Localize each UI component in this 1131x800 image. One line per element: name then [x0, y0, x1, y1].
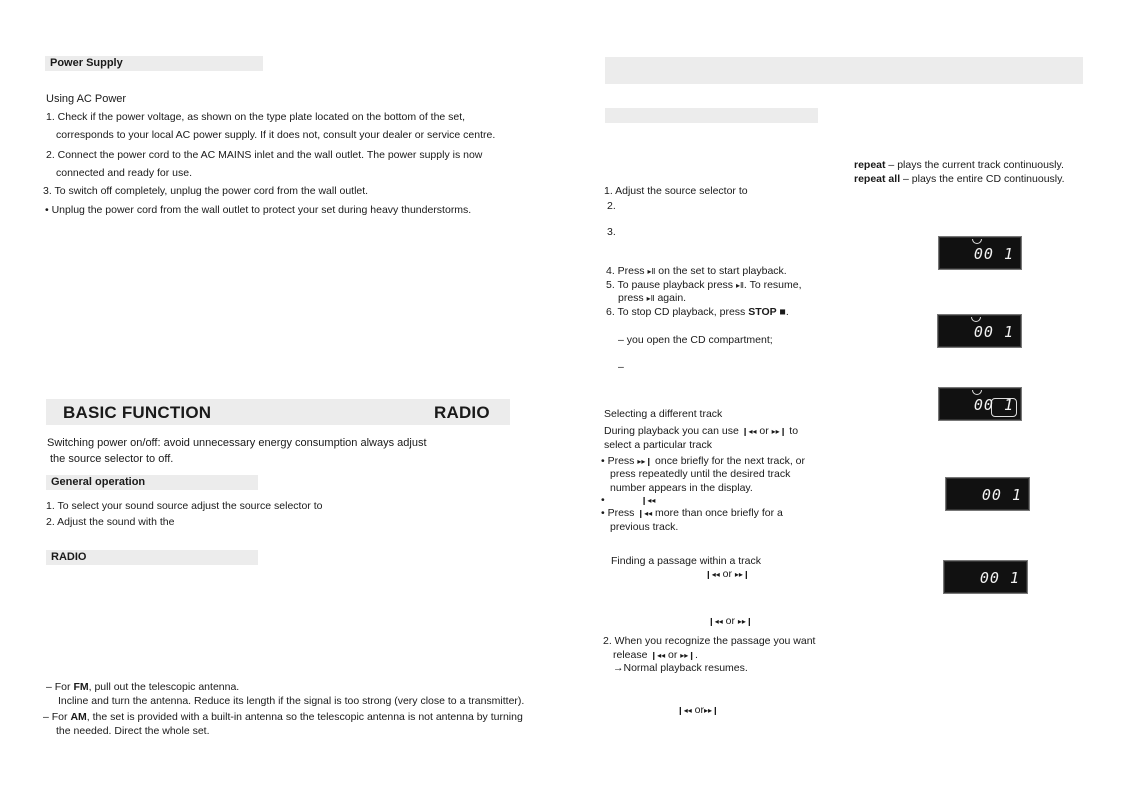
- basic-function-title-right: RADIO: [434, 403, 490, 422]
- step-1: 1. Adjust the source selector to: [604, 185, 748, 197]
- repeat-all-text: – plays the entire CD continuously.: [900, 173, 1065, 185]
- display-track-number: 00 1: [973, 323, 1014, 341]
- step-6-text-b: ■.: [776, 306, 789, 318]
- disc-indicator-icon: [972, 390, 982, 395]
- step-5-text-b: . To resume,: [743, 279, 802, 291]
- repeat-line: [854, 159, 1064, 171]
- next-icon: ▸▸❙: [704, 706, 719, 715]
- finding-step-2: 2. When you recognize the passage you want: [603, 635, 816, 647]
- display-track-number: 00 1: [981, 486, 1022, 504]
- finding-or-1: or: [719, 568, 735, 580]
- select-line-7: [601, 507, 783, 519]
- am-prefix: – For: [43, 711, 71, 723]
- step-6: [606, 306, 789, 318]
- select-line-6: [601, 494, 655, 506]
- step-5-text-a: 5. To pause playback press: [606, 279, 736, 291]
- fm-line-1: [46, 681, 239, 693]
- step-3: 3.: [607, 226, 616, 238]
- display-track-number: 00 1: [973, 396, 1014, 414]
- select-line-8: previous track.: [610, 521, 679, 533]
- repeat-label: repeat: [854, 159, 886, 171]
- general-operation-header: General operation: [51, 476, 146, 488]
- step-2: 2.: [607, 200, 616, 212]
- disc-indicator-icon: [972, 239, 982, 244]
- play-pause-icon: ▸Ⅱ: [735, 281, 744, 290]
- previous-icon: ❙◂◂: [650, 651, 666, 660]
- finding-or-3: or: [691, 704, 704, 716]
- finding-line-2: [708, 615, 753, 627]
- power-line-4: connected and ready for use.: [56, 167, 193, 179]
- step-5-text-d: again.: [654, 292, 687, 304]
- select-line-5: number appears in the display.: [610, 482, 753, 494]
- power-line-5: 3. To switch off completely, unplug the power cord from the wall outlet.: [43, 185, 369, 197]
- previous-icon: ❙◂◂: [637, 509, 653, 518]
- next-icon: ▸▸❙: [737, 617, 753, 626]
- stop-label: STOP: [748, 306, 777, 318]
- release-end: .: [695, 649, 698, 661]
- next-icon: ▸▸❙: [771, 427, 787, 436]
- general-line-2: 2. Adjust the sound with the: [46, 516, 175, 528]
- disc-indicator-icon: [971, 317, 981, 322]
- am-line-1: [43, 711, 523, 723]
- previous-icon: ❙◂◂: [708, 617, 723, 626]
- finding-step-2-release: [613, 649, 698, 661]
- step-4-text-b: on the set to start playback.: [655, 265, 787, 277]
- cd-display-5: [943, 560, 1028, 594]
- next-icon: ▸▸❙: [637, 457, 653, 466]
- select-track-heading: Selecting a different track: [604, 408, 723, 420]
- previous-icon: ❙◂◂: [741, 427, 757, 436]
- switching-line-1: Switching power on/off: avoid unnecessary energy consumption always adjust: [47, 437, 427, 449]
- release-or: or: [665, 649, 681, 661]
- cd-display-2: [937, 314, 1022, 348]
- fm-text: , pull out the telescopic antenna.: [88, 681, 240, 693]
- finding-line-3: [677, 704, 719, 716]
- step-6-text-a: 6. To stop CD playback, press: [606, 306, 749, 318]
- ac-power-subheading: Using AC Power: [46, 93, 127, 105]
- radio-header: RADIO: [51, 551, 87, 563]
- fm-line-2: Incline and turn the antenna. Reduce its length if the signal is too strong (very close to a transmitter).: [58, 695, 525, 707]
- display-track-number: 00 1: [979, 569, 1020, 587]
- next-icon: ▸▸❙: [734, 570, 750, 579]
- power-supply-header: Power Supply: [50, 57, 123, 69]
- power-line-1: 1. Check if the power voltage, as shown on the type plate located on the bottom of the set,: [46, 111, 466, 123]
- select-line-3-a: • Press: [601, 455, 638, 467]
- select-line-3-b: once briefly for the next track, or: [652, 455, 805, 467]
- select-line-2: select a particular track: [604, 439, 712, 451]
- step-5: [606, 279, 802, 291]
- fm-prefix: – For: [46, 681, 74, 693]
- dash-line: –: [618, 361, 624, 373]
- repeat-all-line: [854, 173, 1065, 185]
- cd-display-3: [938, 387, 1022, 421]
- select-line-1: [604, 425, 798, 437]
- select-line-1-c: to: [786, 425, 799, 437]
- open-compartment-line: – you open the CD compartment;: [618, 334, 773, 346]
- release-text: release: [613, 649, 651, 661]
- repeat-all-label: repeat all: [854, 173, 901, 185]
- step-4: [606, 265, 787, 277]
- finding-heading: Finding a passage within a track: [611, 555, 761, 567]
- display-track-number: 00 1: [973, 245, 1014, 263]
- basic-function-title: BASIC FUNCTION: [63, 403, 212, 422]
- select-line-1-a: During playback you can use: [604, 425, 742, 437]
- play-pause-icon: ▸Ⅱ: [647, 267, 656, 276]
- play-pause-icon: ▸Ⅱ: [646, 294, 655, 303]
- select-line-7-b: more than once briefly for a: [652, 507, 783, 519]
- fm-label: FM: [73, 681, 89, 693]
- power-line-3: 2. Connect the power cord to the AC MAINS inlet and the wall outlet. The power supply is now: [46, 149, 483, 161]
- repeat-text: – plays the current track continuously.: [885, 159, 1064, 171]
- right-sub-header-bar: [605, 108, 818, 123]
- previous-icon: ❙◂◂: [640, 496, 656, 505]
- select-line-4: press repeatedly until the desired track: [610, 468, 791, 480]
- am-line-2: the needed. Direct the whole set.: [56, 725, 210, 737]
- cd-display-1: [938, 236, 1022, 270]
- cd-display-4: [945, 477, 1030, 511]
- next-icon: ▸▸❙: [680, 651, 695, 660]
- normal-playback-line: →Normal playback resumes.: [613, 662, 748, 674]
- switching-line-2: the source selector to off.: [50, 453, 174, 465]
- power-line-2: corresponds to your local AC power supply. If it does not, consult your dealer or service centre.: [56, 129, 496, 141]
- select-line-1-b: or: [756, 425, 772, 437]
- step-5-text-c: press: [618, 292, 647, 304]
- am-label: AM: [70, 711, 87, 723]
- right-top-header-bar: [605, 57, 1083, 84]
- step-4-text-a: 4. Press: [606, 265, 648, 277]
- finding-or-2: or: [722, 615, 738, 627]
- am-text: , the set is provided with a built-in antenna so the telescopic antenna is not antenna by turning: [86, 711, 523, 723]
- finding-line-1: [705, 568, 750, 580]
- general-line-1: 1. To select your sound source adjust the source selector to: [46, 500, 323, 512]
- previous-icon: ❙◂◂: [705, 570, 720, 579]
- step-5-cont: [618, 292, 686, 304]
- select-line-3: [601, 455, 805, 467]
- power-line-6: • Unplug the power cord from the wall outlet to protect your set during heavy thunderstorms.: [45, 204, 472, 216]
- previous-icon: ❙◂◂: [677, 706, 692, 715]
- select-line-7-a: • Press: [601, 507, 638, 519]
- select-line-6-bullet: •: [601, 494, 605, 506]
